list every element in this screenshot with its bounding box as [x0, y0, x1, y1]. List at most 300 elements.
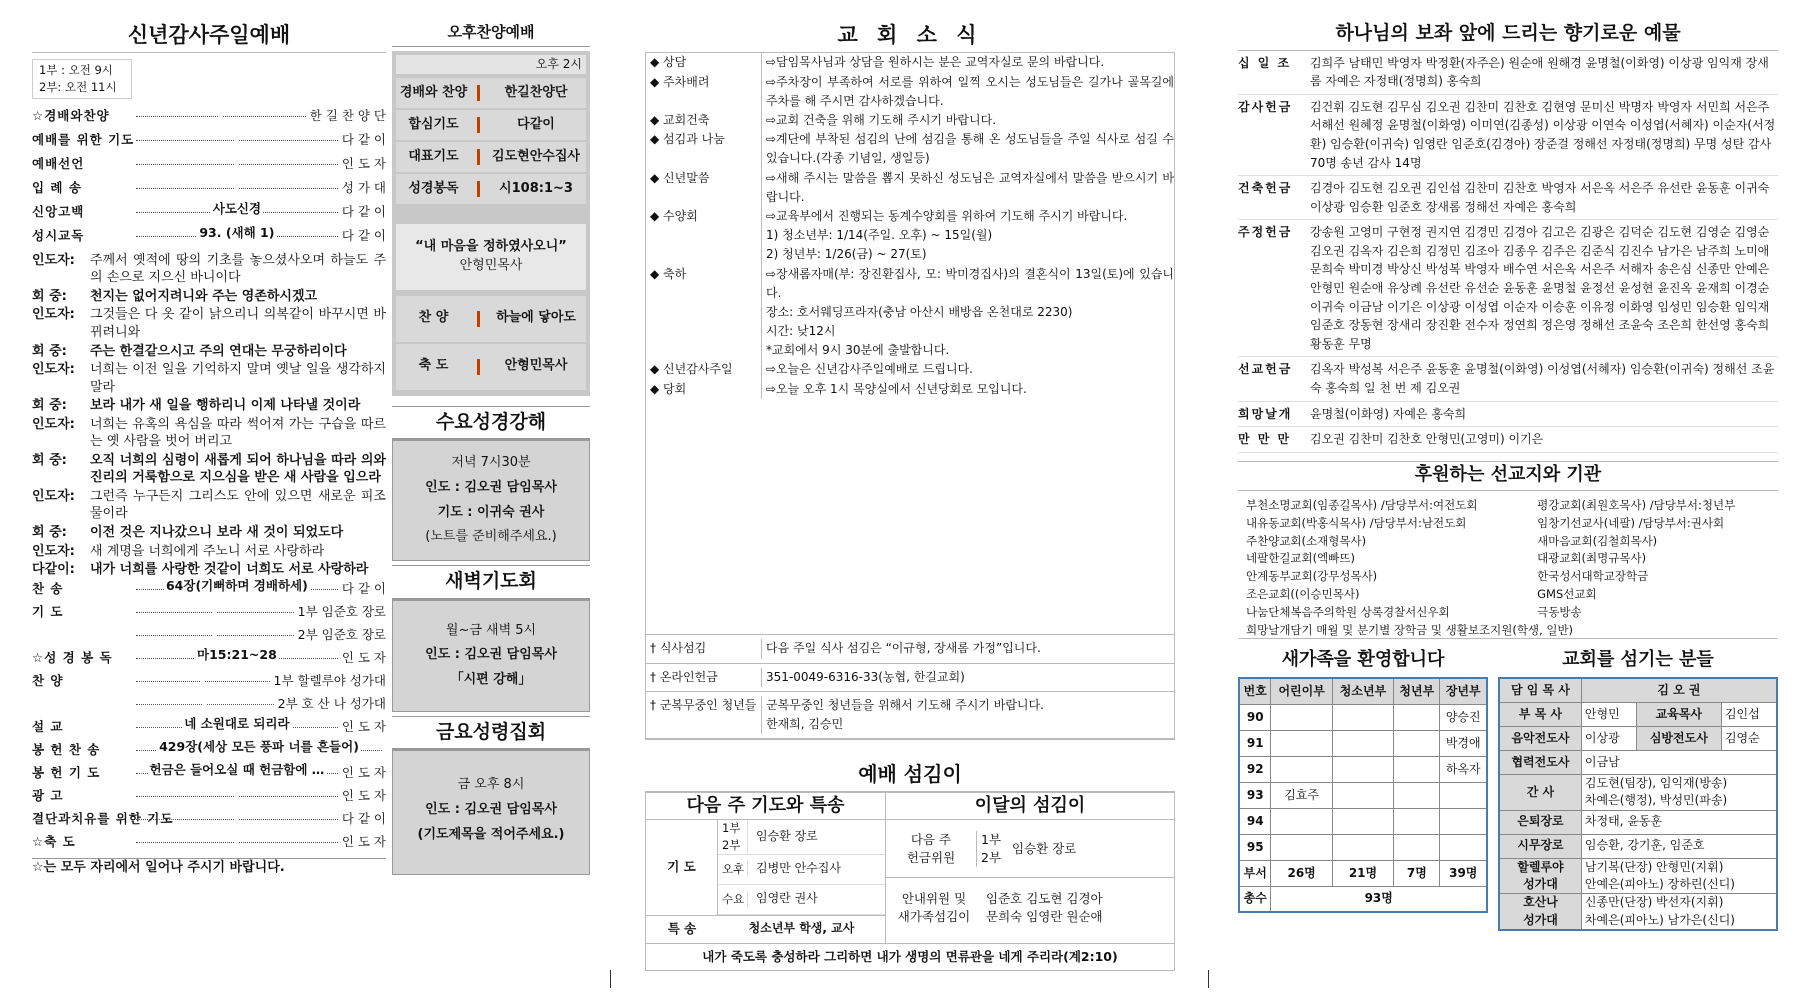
mission-item: 대광교회(최명규목사)	[1537, 551, 1647, 566]
order-dots	[136, 695, 274, 705]
order-detail	[235, 831, 239, 846]
servers-row	[1499, 810, 1777, 834]
order-detail: 93. (새해 1)	[199, 224, 275, 240]
new-family-cell	[1271, 808, 1332, 834]
news-key: ◆ 축하	[650, 266, 687, 281]
new-family-cell: 하옥자	[1440, 756, 1487, 782]
order-dots	[136, 107, 306, 117]
box-line: 인도 : 김오권 담임목사	[425, 647, 557, 663]
order-row	[32, 646, 386, 672]
month-title: 이달의 섬김이	[886, 793, 1174, 820]
order-item: 성 경 봉 독	[44, 649, 113, 665]
afternoon-items	[396, 78, 586, 204]
mission-item: 네팔한길교회(엑빠뜨)	[1246, 551, 1355, 566]
prayer-row	[718, 885, 885, 915]
servers-name: 이상광	[1581, 726, 1636, 750]
wednesday-box	[392, 440, 590, 561]
new-family-cell	[1332, 704, 1393, 730]
afternoon-item	[396, 344, 586, 390]
prayer-service: 1부 2부	[718, 820, 748, 853]
order-label	[32, 107, 132, 125]
new-family-header: 청소년부	[1332, 678, 1393, 704]
offering-row	[1238, 357, 1778, 401]
order-label	[32, 603, 132, 621]
afternoon-time: 오후 2시	[396, 55, 586, 74]
afternoon-column	[392, 20, 590, 970]
order-row	[32, 738, 386, 764]
order-row	[32, 179, 386, 203]
responsive-reading	[32, 252, 386, 579]
usher-names: 임준호 김도현 김경아 문희숙 임영란 원순애	[986, 891, 1103, 925]
order-detail	[235, 808, 239, 823]
order-dots	[136, 224, 338, 240]
afternoon-sermon	[396, 224, 586, 290]
afternoon-item-label: 축 도	[418, 358, 449, 374]
mission-item: 새마음교회(김철희목사)	[1537, 533, 1658, 548]
prayer-row	[718, 855, 885, 885]
reading-text: 천지는 없어지려니와 주는 영존하시겠고	[90, 288, 318, 304]
order-leader: 다 같 이	[341, 227, 386, 243]
news-key: ◆ 섬김과 나눔	[650, 132, 725, 147]
order-label	[32, 672, 132, 690]
news-item	[646, 130, 1174, 168]
box-line: 저녁 7시30분	[451, 455, 531, 471]
new-family-cell	[1271, 834, 1332, 860]
order-detail	[213, 601, 217, 616]
offering-names: 김희주 남태민 박영자 박정환(자주은) 원순애 원해경 윤명철(이화영) 이상광 임익재 장새롬 자예은 자정태(정명희) 홍숙희	[1310, 55, 1769, 89]
mission-item: 안계동부교회(강무성목사)	[1246, 569, 1378, 584]
news-value: ⇨장새롬자매(부: 장진환집사, 모: 박미경집사)의 결혼식이 13일(토)에 있습니다. 장소: 호서웨딩프라자(충남 아산시 배방읍 온천대로 2230) 시간: 낮12시 *교회에서 9시 30분에 출발합니다.	[761, 265, 1174, 361]
order-leader: 인 도 자	[341, 764, 386, 780]
friday-box	[392, 750, 590, 875]
order-row	[32, 107, 386, 131]
order-leader: 성 가 대	[341, 179, 386, 195]
order-label	[32, 131, 135, 149]
order-row	[32, 155, 386, 179]
afternoon-title: 오후찬양예배	[392, 20, 590, 47]
order-label	[32, 787, 132, 805]
new-family-cell: 92	[1239, 756, 1271, 782]
reading-speaker: 다같이:	[32, 562, 75, 578]
reading-speaker: 회 중:	[32, 343, 67, 359]
new-family-cell: 부서	[1239, 860, 1271, 886]
reading-text: 새 계명을 너희에게 주노니 서로 사랑하라	[90, 543, 325, 559]
order-item: 기 도	[32, 603, 64, 619]
news-key: ◆ 상담	[650, 55, 687, 70]
news-title: 교 회 소 식	[645, 20, 1175, 53]
offering-committee-name: 임승환 장로	[1012, 840, 1077, 856]
order-dots	[136, 603, 294, 613]
news-value: ⇨계단에 부착된 섬김의 난에 섬김을 통해 온 성도님들을 주일 식사로 섬길 수 있습니다.(각종 기념일, 생일등)	[761, 130, 1174, 168]
news-list	[645, 53, 1175, 635]
new-family-cell: 90	[1239, 704, 1271, 730]
order-detail	[235, 785, 239, 800]
order-dots	[136, 179, 338, 189]
order-item: 예배선언	[32, 155, 85, 171]
new-family-cell	[1394, 704, 1440, 730]
news-key: ◆ 신년말씀	[650, 170, 710, 185]
usher-row	[886, 878, 1174, 938]
order-leader: 다 같 이	[341, 810, 386, 826]
new-family-total: 93명	[1271, 886, 1487, 912]
order-dots	[136, 672, 270, 682]
news-item	[646, 169, 1174, 207]
church-servers-table	[1498, 677, 1778, 931]
mission-item: 한국성서대학교장학금	[1537, 569, 1649, 584]
reading-line	[32, 524, 386, 542]
order-leader: 인 도 자	[341, 718, 386, 734]
offering-row	[1238, 402, 1778, 428]
afternoon-item-value: 한길찬양단	[504, 84, 568, 100]
reading-speaker: 인도자:	[32, 416, 75, 432]
offering-names: 강송원 고영미 구현정 권지연 김경민 김경아 김고은 김광은 김덕순 김도현 김영순 김영순 김오권 김옥자 김은희 김정민 김조아 김종우 김주은 김준식 김진수 남가은 남주희 노미애 문희숙 박미경 박상신 박성복 박영자 배수연 서은옥 서은주 서해자 송은심 신종만 안예은 안형민 원순애 유상례 유선란 유선순 윤동훈 윤명철 윤정선 윤성현 윤진옥 윤재희 이경순 이귀숙 이금남 이기은 이상광 이성엽 이순자 이승훈 이유정 이화영 임성민 임승환 임익재 임준호 장동현 장새리 장진환 전수자 정연희 정은영 정해선 조윤숙 조은희 한선영 홍숙희 황동훈 무명	[1310, 225, 1770, 351]
afternoon-item-value: 김도현안수집사	[492, 148, 580, 164]
offering-type: 만 만 만	[1238, 432, 1292, 447]
offering-type: 십 일 조	[1238, 55, 1292, 70]
new-family-cell	[1332, 756, 1393, 782]
order-detail	[203, 693, 207, 708]
servers-row	[1499, 858, 1777, 894]
order-dots	[136, 738, 382, 754]
mission-item: 평강교회(최원호목사) /담당부서:청년부	[1537, 497, 1736, 512]
reading-line	[32, 561, 386, 579]
offering-committee-row	[886, 820, 1174, 878]
servers-role: 심방전도사	[1636, 726, 1721, 750]
next-week-box	[646, 793, 886, 942]
new-family-cell	[1440, 834, 1487, 860]
order-leader: 다 같 이	[341, 580, 386, 596]
reading-line	[32, 361, 386, 396]
afternoon-item-label: 대표기도	[408, 148, 459, 164]
offering-row	[1238, 220, 1778, 357]
order-item: 결단과치유를 위한 기도	[32, 810, 174, 826]
prayer-block	[646, 820, 885, 914]
prayer-label: 기 도	[646, 820, 718, 914]
servers-role: 교육목사	[1636, 702, 1721, 726]
afternoon-item-value: 시108:1~3	[499, 180, 573, 196]
sermon-title: “내 마음을 정하였사오니”	[415, 239, 567, 255]
new-family-cell: 박경애	[1440, 730, 1487, 756]
news-key: ◆ 당회	[650, 381, 687, 396]
order-row	[32, 603, 386, 626]
box-line: 기도 : 이귀숙 권사	[437, 504, 545, 520]
order-row	[32, 810, 386, 833]
servers-role: 협력전도사	[1499, 750, 1581, 774]
order-dots	[136, 155, 338, 165]
news-key: † 군복무중인 청년들	[650, 697, 757, 712]
order-label	[32, 810, 174, 828]
order-label	[32, 155, 132, 173]
missions-left	[1246, 497, 1537, 622]
news-value: ⇨오늘 오후 1시 목양실에서 신년당회로 모입니다.	[761, 380, 1174, 399]
new-family-cell	[1394, 808, 1440, 834]
news-key: ◆ 수양회	[650, 208, 698, 223]
order-item: 광 고	[32, 787, 64, 803]
new-family-cell: 양승진	[1440, 704, 1487, 730]
afternoon-item	[396, 142, 586, 172]
servers-line: 차예은(행정), 박성민(파송)	[1584, 793, 1728, 808]
prayer-name: 김병만 안수집사	[756, 861, 841, 876]
afternoon-items-2	[396, 296, 586, 390]
reading-line	[32, 543, 386, 561]
reading-text: 그런즉 누구든지 그리스도 안에 있으면 새로운 피조물이라	[90, 488, 386, 522]
new-family-cell	[1271, 756, 1332, 782]
new-family-cell: 95	[1239, 834, 1271, 860]
new-family-cell: 21명	[1332, 860, 1393, 886]
worship-order-column	[32, 20, 386, 970]
box-line: 「시편 강해」	[450, 672, 532, 688]
servers-role: 호산나 성가대	[1499, 894, 1581, 930]
order-leader: 한 길 찬 양 단	[309, 107, 386, 123]
special-song-row	[646, 915, 885, 943]
new-family-cell	[1440, 808, 1487, 834]
servers-line: 안예은(피아노) 장하린(신디)	[1584, 877, 1735, 892]
order-label	[32, 833, 132, 851]
order-detail	[201, 670, 205, 685]
new-family-cell	[1394, 782, 1440, 808]
order-dots	[136, 761, 338, 777]
usher-label: 안내위원 및 새가족섬김이	[897, 891, 971, 925]
order-detail	[213, 624, 217, 639]
order-dots	[136, 810, 338, 820]
order-detail	[219, 105, 223, 120]
reading-speaker: 인도자:	[32, 252, 75, 268]
order-dots	[136, 200, 338, 216]
mission-item: 극동방송	[1537, 604, 1582, 619]
order-item: 입 례 송	[32, 179, 82, 195]
order-detail	[235, 153, 239, 168]
new-family-cell	[1332, 834, 1393, 860]
order-dots	[136, 131, 338, 141]
missions-right	[1537, 497, 1770, 622]
offering-names: 김경아 김도현 김오권 김인섭 김찬미 김찬호 박영자 서은옥 서은주 유선란 윤동훈 이귀숙 이상광 임승환 임준호 장새롬 정해선 자예은 홍숙희	[1310, 181, 1770, 214]
new-family-cell: 7명	[1394, 860, 1440, 886]
servers-name: 임승환, 강기훈, 임준호	[1581, 834, 1777, 858]
new-family-cell	[1394, 834, 1440, 860]
order-detail: 마15:21~28	[197, 646, 277, 662]
servers-name: 안형민	[1581, 702, 1636, 726]
servers-role: 은퇴장로	[1499, 810, 1581, 834]
missions-title: 후원하는 선교지와 기관	[1238, 461, 1778, 491]
afternoon-item-divider	[477, 181, 480, 197]
afternoon-item-label: 경배와 찬양	[399, 84, 468, 100]
prayer-row	[718, 820, 885, 854]
order-dots	[136, 577, 338, 593]
offering-row	[1238, 95, 1778, 176]
news-item	[646, 53, 1174, 72]
dawn-title: 새벽기도회	[392, 565, 590, 600]
order-detail	[235, 177, 239, 192]
mission-item: 조은교회((이승민목사)	[1246, 586, 1360, 601]
afternoon-item-divider	[477, 117, 480, 133]
order-star: ☆	[32, 649, 45, 665]
servers-name	[1581, 894, 1777, 930]
servers-name: 김 오 권	[1581, 678, 1777, 702]
service-times	[32, 59, 132, 98]
order-leader: 인 도 자	[341, 649, 386, 665]
news-value: 351-0049-6316-33(농협, 한길교회)	[761, 668, 1174, 687]
order-bottom	[32, 577, 386, 856]
new-family-row	[1239, 808, 1487, 834]
reading-line	[32, 306, 386, 341]
reading-line	[32, 252, 386, 287]
new-family-cell: 39명	[1440, 860, 1487, 886]
mission-item: 부천소명교회(임종길목사) /담당부서:여전도회	[1246, 497, 1478, 512]
reading-text: 내가 너희를 사랑한 것같이 너희도 서로 사랑하라	[90, 562, 369, 578]
order-row	[32, 224, 386, 251]
next-week-title: 다음 주 기도와 특송	[646, 793, 885, 820]
news-item	[646, 380, 1174, 399]
reading-speaker: 회 중:	[32, 452, 67, 468]
church-servers-box	[1498, 647, 1778, 931]
news-list-2	[645, 635, 1175, 740]
offering-names: 김옥자 박성복 서은주 윤동훈 윤명철(이화영) 이성엽(서혜자) 임승환(이귀숙) 정해선 조윤숙 홍숙희 일 천 번 제 김오권	[1310, 362, 1775, 396]
order-leader: 1부 임준호 장로	[297, 603, 386, 619]
order-item: 봉 헌 기 도	[32, 764, 101, 780]
servers-name: 차정태, 윤동훈	[1581, 810, 1777, 834]
order-leader: 다 같 이	[341, 203, 386, 219]
friday-title: 금요성령집회	[392, 716, 590, 751]
offering-type: 건축헌금	[1238, 181, 1293, 196]
fold-mark-left	[610, 970, 611, 988]
order-row	[32, 672, 386, 695]
news-item	[646, 207, 1174, 265]
order-label	[32, 179, 132, 197]
order-row	[32, 695, 386, 718]
reading-text: 너희는 이전 일을 기억하지 말며 옛날 일을 생각하지 말라	[90, 362, 386, 395]
mission-item: 주찬양교회(소재형목사)	[1246, 533, 1367, 548]
order-item: 신앙고백	[32, 203, 85, 219]
servers-box	[645, 792, 1175, 943]
reading-speaker: 회 중:	[32, 398, 67, 414]
new-family-cell	[1394, 730, 1440, 756]
service-2-time: 2부: 오전 11시	[39, 80, 117, 95]
order-leader: 인 도 자	[341, 155, 386, 171]
new-family-cell: 김효주	[1271, 782, 1332, 808]
bottom-tables	[1238, 647, 1778, 931]
order-row	[32, 200, 386, 227]
servers-row	[1499, 894, 1777, 930]
order-row	[32, 715, 386, 741]
prayer-name: 임승환 장로	[756, 829, 818, 844]
afternoon-item	[396, 174, 586, 204]
order-item: 설 교	[32, 718, 64, 734]
order-detail: 네 소원대로 되리라	[184, 715, 290, 731]
afternoon-item-label: 찬 양	[418, 310, 449, 326]
order-leader: 인 도 자	[341, 833, 386, 849]
order-item: 축 도	[44, 833, 76, 849]
news-key: † 식사섬김	[650, 641, 707, 656]
new-family-row	[1239, 756, 1487, 782]
new-family-cell	[1332, 782, 1393, 808]
reading-line	[32, 488, 386, 523]
offerings-title: 하나님의 보좌 앞에 드리는 향기로운 예물	[1238, 20, 1778, 51]
news-value: 다음 주일 식사 섬김은 “이규형, 장새롬 가정”입니다.	[761, 639, 1174, 658]
order-leader: 다 같 이	[341, 131, 386, 147]
news-item	[646, 360, 1174, 379]
news-value: ⇨새해 주시는 말씀을 뽑지 못하신 성도님은 교역자실에서 말씀을 받으시기 바랍니다.	[761, 169, 1174, 207]
reading-text: 주는 한결같으시고 주의 연대는 무궁하리이다	[90, 343, 347, 359]
news-key: ◆ 교회건축	[650, 113, 710, 127]
order-item: 찬 송	[32, 580, 64, 596]
order-leader: 2부 임준호 장로	[297, 626, 386, 642]
afternoon-item-divider	[477, 149, 480, 165]
servers-name: 김영순	[1721, 726, 1777, 750]
afternoon-box	[392, 51, 590, 396]
afternoon-item-value: 안형민목사	[504, 358, 568, 374]
news-value: ⇨담임목사님과 상담을 원하시는 분은 교역자실로 문의 바랍니다.	[761, 53, 1174, 72]
order-label	[32, 227, 132, 245]
offering-committee-services: 1부 2부	[976, 831, 1006, 867]
new-family-cell	[1440, 782, 1487, 808]
afternoon-item-divider	[477, 359, 480, 375]
afternoon-item-value: 다같이	[517, 116, 555, 132]
church-servers-title: 교회를 섬기는 분들	[1562, 649, 1714, 671]
news-item	[646, 111, 1174, 130]
servers-row	[1499, 726, 1777, 750]
offerings-list	[1238, 51, 1778, 453]
order-star: ☆	[32, 107, 45, 123]
servers-role: 담 임 목 사	[1499, 678, 1581, 702]
order-item: 경배와찬양	[44, 107, 110, 123]
servers-line: 차예은(피아노) 남가은(신디)	[1584, 912, 1735, 927]
new-family-row	[1239, 730, 1487, 756]
mission-item: 나눔단체복음주의학원 상록경찰서신우회	[1246, 604, 1450, 619]
servers-line: 김도현(팀장), 임익재(방송)	[1584, 775, 1728, 790]
news-value: ⇨교육부에서 진행되는 동계수양회를 위하여 기도해 주시기 바랍니다. 1) 청소년부: 1/14(주일. 오후) ~ 15일(월) 2) 청년부: 1/26(금) ~ 27(토)	[761, 207, 1174, 265]
order-detail: 64장(기뻐하며 경배하세)	[165, 577, 308, 593]
mission-scholarship: 희망날개담기 매월 및 분기별 장학금 및 생활보조지원(학생, 일반)	[1238, 622, 1778, 640]
order-label	[32, 580, 132, 598]
reading-text: 오직 너희의 심령이 새롭게 되어 하나님을 따라 의와 진리의 거룩함으로 지으심을 받은 새 사람을 입으라	[90, 452, 386, 486]
order-label	[32, 203, 132, 221]
news-value: 군복무중인 청년들을 위해서 기도해 주시기 바랍니다. 한재희, 김승민	[761, 696, 1174, 734]
service-1-time: 1부 : 오전 9시	[39, 63, 113, 78]
standing-note: ☆는 모두 자리에서 일어나 주시기 바랍니다.	[32, 858, 386, 878]
new-family-total-label: 총수	[1239, 886, 1271, 912]
reading-line	[32, 416, 386, 451]
order-row	[32, 761, 386, 787]
reading-speaker: 회 중:	[32, 288, 67, 304]
mission-item: 임창기선교사(네팔) /담당부서:권사회	[1537, 515, 1725, 530]
order-detail	[235, 129, 239, 144]
afternoon-item-divider	[477, 85, 480, 101]
prayer-service: 수요	[718, 891, 748, 908]
order-row	[32, 577, 386, 603]
order-leader: 1부 할렐루야 성가대	[273, 672, 386, 688]
order-label	[32, 741, 132, 759]
afternoon-item	[396, 78, 586, 108]
servers-row	[1499, 678, 1777, 702]
servers-line: 신종만(단장) 박선자(지휘)	[1584, 895, 1724, 910]
offering-names: 김건휘 김도현 김무심 김오권 김찬미 김찬호 김현영 문미신 박명자 박영자 서민희 서은주 서해선 원혜정 윤명철(이화영) 이미연(김종성) 이상광 이연숙 이성엽(서혜자) 이순자(서정환) 임승환(이귀숙) 임영란 임준호(김경아) 장준걸 정해선 자정태(정명희) 무명 성탄 감사 70명 송년 감사 14명	[1310, 99, 1776, 170]
box-line: 인도 : 김오권 담임목사	[425, 801, 557, 817]
order-dots	[136, 787, 338, 797]
news-key: ◆ 주차배려	[650, 74, 710, 89]
order-item: 예배를 위한 기도	[32, 131, 135, 147]
order-label	[32, 718, 132, 736]
month-box	[886, 793, 1174, 942]
news-item	[646, 635, 1174, 663]
reading-speaker: 인도자:	[32, 488, 75, 504]
new-family-cell	[1394, 756, 1440, 782]
worship-title: 신년감사주일예배	[32, 20, 386, 53]
order-detail: 헌금은 들어오실 때 헌금함에 …	[149, 761, 325, 777]
afternoon-item	[396, 296, 586, 342]
new-family-row	[1239, 834, 1487, 860]
servers-name: 이금남	[1581, 750, 1777, 774]
afternoon-item-value: 하늘에 닿아도	[496, 310, 576, 326]
